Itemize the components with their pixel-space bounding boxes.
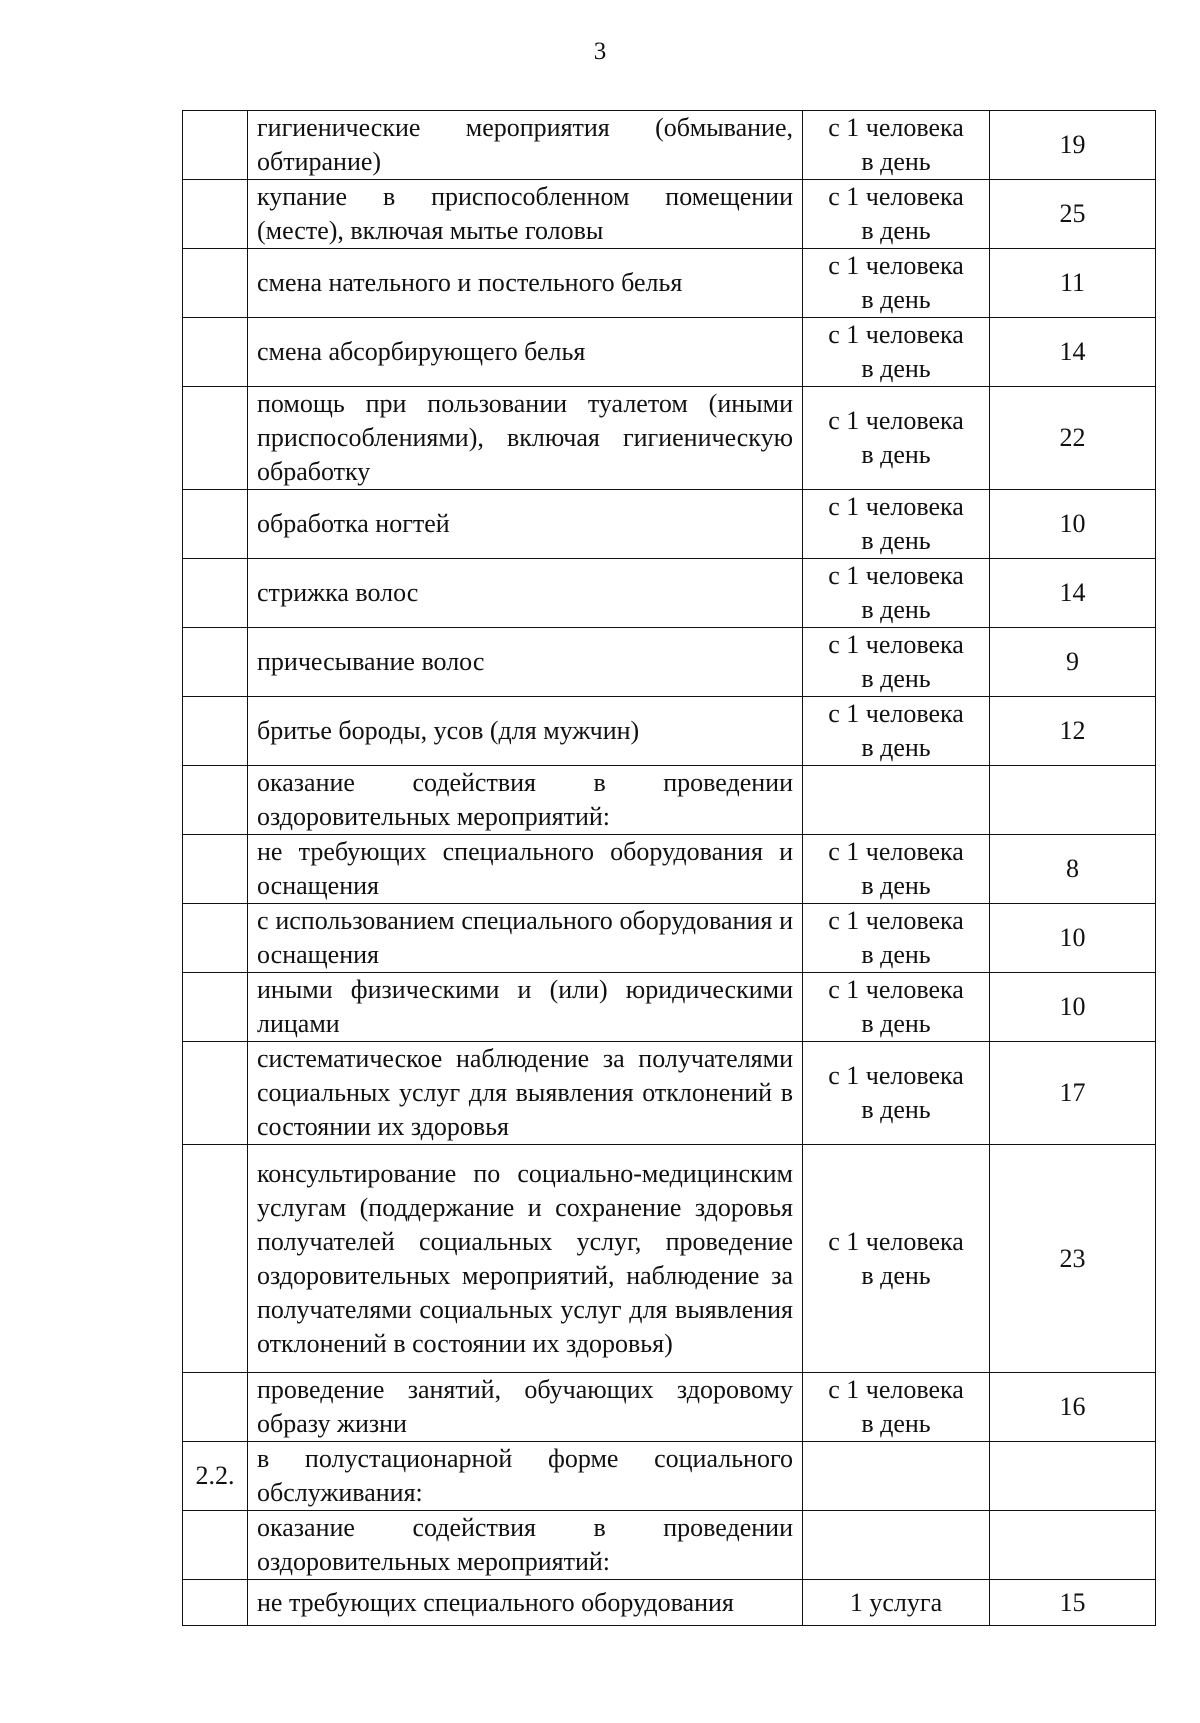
table-row xyxy=(183,1511,1156,1580)
unit-line-1: с 1 человека xyxy=(828,492,964,521)
table-row xyxy=(183,835,1156,904)
unit-line-1: с 1 человека xyxy=(828,630,964,659)
service-unit xyxy=(803,559,990,628)
unit-line-1: с 1 человека xyxy=(828,406,964,435)
service-value: 14 xyxy=(990,559,1156,628)
unit-line-1: с 1 человека xyxy=(828,1226,964,1256)
row-number xyxy=(183,973,248,1042)
table-row xyxy=(183,904,1156,973)
service-value: 17 xyxy=(990,1042,1156,1145)
unit-line-2: в день xyxy=(861,526,931,555)
service-unit xyxy=(803,697,990,766)
unit-line-1: с 1 человека xyxy=(828,906,964,935)
unit-line-2: в день xyxy=(861,440,931,469)
unit-line-2: в день xyxy=(861,354,931,383)
unit-line-2: в день xyxy=(861,1260,931,1290)
service-value: 10 xyxy=(990,973,1156,1042)
unit-line-1: с 1 человека xyxy=(828,182,964,211)
service-description: с использованием специального оборудования и оснащения xyxy=(248,904,803,973)
row-number xyxy=(183,559,248,628)
service-unit xyxy=(803,1042,990,1145)
unit-line-1: с 1 человека xyxy=(828,837,964,866)
row-number xyxy=(183,180,248,249)
service-unit xyxy=(803,318,990,387)
service-unit xyxy=(803,180,990,249)
service-description: оказание содействия в проведении оздоровительных мероприятий: xyxy=(248,766,803,835)
service-value: 15 xyxy=(990,1580,1156,1626)
unit-line-2: в день xyxy=(861,216,931,245)
service-value: 25 xyxy=(990,180,1156,249)
service-description: систематическое наблюдение за получателями социальных услуг для выявления отклонений в состоянии их здоровья xyxy=(248,1042,803,1145)
unit-line-2: в день xyxy=(861,595,931,624)
row-number xyxy=(183,904,248,973)
table-row xyxy=(183,111,1156,180)
row-number xyxy=(183,111,248,180)
service-unit xyxy=(803,835,990,904)
service-description: гигиенические мероприятия (обмывание, обтирание) xyxy=(248,111,803,180)
table-row xyxy=(183,628,1156,697)
service-value: 16 xyxy=(990,1373,1156,1442)
service-unit xyxy=(803,111,990,180)
service-unit xyxy=(803,766,990,835)
unit-line-1: с 1 человека xyxy=(828,1061,964,1090)
row-number xyxy=(183,628,248,697)
service-value: 23 xyxy=(990,1145,1156,1373)
unit-line-2: в день xyxy=(861,1409,931,1438)
unit-line-1: с 1 человека xyxy=(828,699,964,728)
service-value xyxy=(990,1442,1156,1511)
service-value xyxy=(990,1511,1156,1580)
table-row xyxy=(183,697,1156,766)
service-unit xyxy=(803,973,990,1042)
row-number xyxy=(183,697,248,766)
table-row xyxy=(183,1145,1156,1373)
service-description: не требующих специального оборудования и оснащения xyxy=(248,835,803,904)
service-description: иными физическими и (или) юридическими лицами xyxy=(248,973,803,1042)
service-description: консультирование по социально-медицинским услугам (поддержание и сохранение здоровья получателей социальных услуг, проведение оздоровительных мероприятий, наблюдение за получателями социальных услуг для выявления отклонений в состоянии их здоровья) xyxy=(248,1145,803,1373)
service-description: обработка ногтей xyxy=(248,490,803,559)
row-number xyxy=(183,1580,248,1626)
service-unit xyxy=(803,1373,990,1442)
row-number xyxy=(183,1145,248,1373)
service-value: 19 xyxy=(990,111,1156,180)
table-row xyxy=(183,180,1156,249)
row-number xyxy=(183,490,248,559)
unit-line-2: в день xyxy=(861,147,931,176)
service-value: 9 xyxy=(990,628,1156,697)
service-value xyxy=(990,766,1156,835)
row-number xyxy=(183,835,248,904)
service-unit xyxy=(803,628,990,697)
service-description: в полустационарной форме социального обслуживания: xyxy=(248,1442,803,1511)
row-number xyxy=(183,1373,248,1442)
unit-line-1: с 1 человека xyxy=(828,1375,964,1404)
table-row xyxy=(183,1580,1156,1626)
service-description: оказание содействия в проведении оздоровительных мероприятий: xyxy=(248,1511,803,1580)
unit-line-2: в день xyxy=(861,664,931,693)
service-value: 8 xyxy=(990,835,1156,904)
service-description: бритье бороды, усов (для мужчин) xyxy=(248,697,803,766)
service-description: смена нательного и постельного белья xyxy=(248,249,803,318)
service-description: смена абсорбирующего белья xyxy=(248,318,803,387)
service-value: 14 xyxy=(990,318,1156,387)
unit-line-2: в день xyxy=(861,1009,931,1038)
row-number: 2.2. xyxy=(183,1442,248,1511)
service-value: 11 xyxy=(990,249,1156,318)
service-value: 22 xyxy=(990,387,1156,490)
service-unit xyxy=(803,1511,990,1580)
unit-line-1: с 1 человека xyxy=(828,561,964,590)
row-number xyxy=(183,1511,248,1580)
table-row xyxy=(183,1373,1156,1442)
table-row xyxy=(183,559,1156,628)
table-row xyxy=(183,490,1156,559)
service-unit xyxy=(803,387,990,490)
unit-line-1: с 1 человека xyxy=(828,320,964,349)
unit-line-2: в день xyxy=(861,871,931,900)
service-unit xyxy=(803,1442,990,1511)
row-number xyxy=(183,387,248,490)
service-unit xyxy=(803,490,990,559)
unit-line-2: в день xyxy=(861,1095,931,1124)
service-unit xyxy=(803,249,990,318)
service-description: помощь при пользовании туалетом (иными приспособлениями), включая гигиеническую обработку xyxy=(248,387,803,490)
row-number xyxy=(183,1042,248,1145)
service-value: 10 xyxy=(990,490,1156,559)
unit-line-2: в день xyxy=(861,285,931,314)
table-row xyxy=(183,1042,1156,1145)
services-table xyxy=(182,110,1156,1626)
service-description: стрижка волос xyxy=(248,559,803,628)
unit-line-1: с 1 человека xyxy=(828,251,964,280)
service-description: причесывание волос xyxy=(248,628,803,697)
service-description: не требующих специального оборудования xyxy=(248,1580,803,1626)
unit-line-1: с 1 человека xyxy=(828,975,964,1004)
unit-line-2: в день xyxy=(861,733,931,762)
unit-line-2: в день xyxy=(861,940,931,969)
unit-line-1: с 1 человека xyxy=(828,113,964,142)
page-number: 3 xyxy=(593,38,607,65)
table-row xyxy=(183,249,1156,318)
service-unit xyxy=(803,904,990,973)
row-number xyxy=(183,249,248,318)
table-row xyxy=(183,973,1156,1042)
row-number xyxy=(183,318,248,387)
table-row xyxy=(183,1442,1156,1511)
service-description: купание в приспособленном помещении (месте), включая мытье головы xyxy=(248,180,803,249)
service-value: 10 xyxy=(990,904,1156,973)
service-value: 12 xyxy=(990,697,1156,766)
table-row xyxy=(183,318,1156,387)
table-row xyxy=(183,766,1156,835)
table-row xyxy=(183,387,1156,490)
service-description: проведение занятий, обучающих здоровому образу жизни xyxy=(248,1373,803,1442)
unit-line-1: 1 услуга xyxy=(849,1587,943,1617)
service-unit xyxy=(803,1580,990,1626)
service-unit xyxy=(803,1145,990,1373)
row-number xyxy=(183,766,248,835)
